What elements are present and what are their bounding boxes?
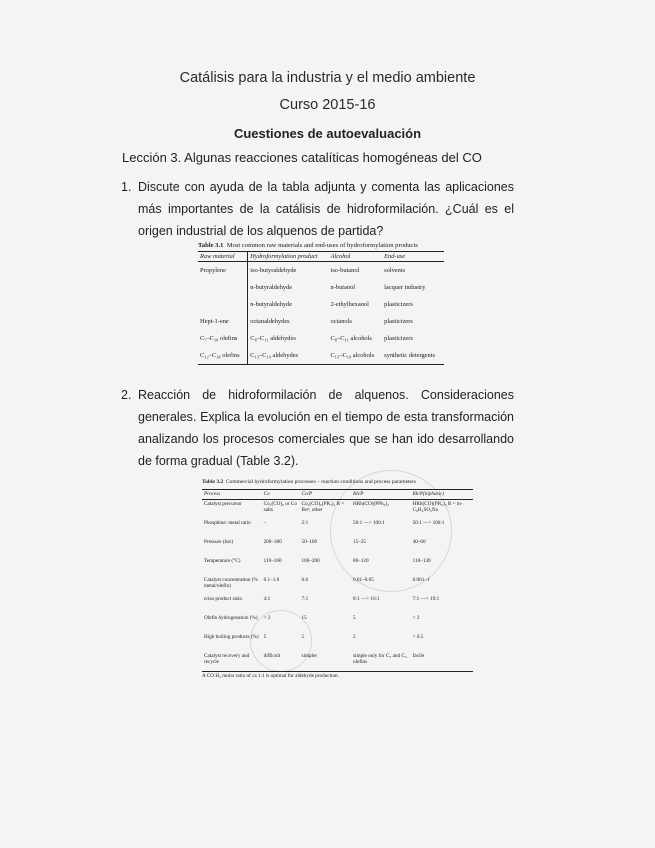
table-row [198,347,444,365]
table-cell: 200–300 [263,539,282,545]
table-cell: plasticizers [384,301,413,308]
lesson-title: Lección 3. Algunas reacciones catalíticas homogéneas del CO [122,150,482,165]
table-cell: 15 [301,615,307,621]
table-cell: C₈–C₁₁ alcohols [330,335,372,342]
table-cell: solvents [384,267,406,274]
column-header: Rh/P [351,490,411,500]
table-cell: Co₂(CO)₈ or Co salts [263,501,297,513]
column-header: Rh/P(biphasic) [411,490,473,500]
table-cell: octanols [330,318,352,325]
table-cell: 2 [353,634,356,640]
question-text: Discute con ayuda de la tabla adjunta y comenta las aplicaciones más importantes de la catálisis de hidroformilación. ¿Cuál es el origen industrial de los alquenos de partida? [138,180,514,238]
column-header: Alcohol [329,252,383,262]
question-1 [122,176,514,242]
table-cell: octanaldehydes [250,318,290,325]
table-cell: 7:1 [301,596,309,602]
table-cell: C₁₃–C₁₉ alcohols [329,347,383,365]
table-cell: High boiling products (%) [204,634,259,640]
table-caption-label: Table 3.2 [202,479,224,485]
table-cell: 110–160 [263,558,282,564]
table-cell: n-butyraldehyde [250,301,293,308]
table-row [202,595,473,614]
table-cell: 8:1 —> 16:1 [353,596,380,602]
table-cell: 2-ethylhexanol [330,301,369,308]
course-title: Catálisis para la industria y el medio ambiente [179,70,476,86]
table-cell: 5 [353,615,356,621]
table-3-1 [198,242,444,365]
table-cell: lacquer industry [384,284,426,291]
table-cell: 5 [263,634,267,640]
table-cell: 50:1 —> 100:1 [353,520,385,526]
table-row [202,519,473,538]
table-3-2 [202,478,473,680]
table-row [198,313,444,330]
column-header: Co [262,490,300,500]
question-2 [122,384,514,472]
table-cell: HRh(CO)(PR₃)₃ R = m-C₆H₄SO₃Na [412,501,463,513]
table-cell: difficult [262,652,300,672]
table-cell: 5 [301,634,305,640]
column-header: Co/P [300,490,351,500]
table-cell: < 2 [263,615,271,621]
table-cell: iso-butanol [330,267,360,274]
table-cell: 110–130 [412,558,431,564]
table-caption-text: Most common raw materials and end-uses of hydroformylation products [226,242,418,249]
raw-materials-table [198,251,444,365]
question-text: Reacción de hidroformilación de alquenos. Consideraciones generales. Explica la evolución en el tiempo de esta transformación analizando los procesos comerciales que se han ido desarrollando de forma gradual (Table 3.2). [138,388,514,468]
table-cell: – [263,520,267,526]
column-header: Hydroformylation product [248,252,329,262]
table-cell: 160–200 [301,558,320,564]
table-cell: < 0.5 [412,634,424,640]
table-footnote: A CO:H₂ molar ratio of ca 1:1 is optimal for aldehyde production. [202,673,339,679]
question-number: 1. [121,180,132,194]
table-cell: 50:1 —> 100:1 [412,520,445,526]
table-cell [198,279,248,296]
table-row [202,633,473,652]
table-cell: 7:1 —> 19:1 [412,596,440,602]
table-cell: Pressure (bar) [204,539,233,545]
table-cell: Hept-1-ene [198,313,248,330]
table-cell: Propylene [198,262,248,280]
table-cell: C₁₃–C₁₉ aldehydes [248,347,329,365]
table-cell: plasticizers [384,318,413,325]
table-row [198,262,444,280]
table-cell: Temperature (°C) [204,558,241,564]
table-cell: facile [411,652,473,672]
table-caption [198,242,444,250]
table-cell: 80–120 [353,558,369,564]
table-cell: Catalyst concentration (% metal/olefin) [204,577,258,589]
column-header: Raw material [198,252,248,262]
section-heading: Cuestiones de autoevaluación [233,126,422,141]
column-header: End-use [382,252,444,262]
table-cell: Phosphine: metal ratio [204,520,251,526]
table-caption-label: Table 3.1 [198,242,224,249]
column-header: Process [202,490,262,500]
table-cell: n-butanol [330,284,356,291]
question-number: 2. [121,388,132,402]
table-row [202,557,473,576]
table-cell: plasticizers [384,335,413,342]
table-cell: Catalyst precursor [204,501,242,507]
table-row [202,614,473,633]
table-cell: 0.001–1 [412,577,430,583]
table-cell: 2:1 [301,520,309,526]
table-cell: iso-butyraldehyde [250,267,297,274]
table-row [198,279,444,296]
table-cell: 0.6 [301,577,309,583]
table-cell: C₈–C₁₁ aldehydes [250,335,296,342]
table-cell: Olefin hydrogenation (%) [204,615,258,621]
table-row [198,296,444,313]
table-cell: synthetic detergents [382,347,444,365]
table-cell: 15–25 [353,539,366,545]
table-cell: Catalyst recovery and recycle [202,652,262,672]
processes-table [202,489,473,672]
table-cell: simple only for C₃ and C₄ olefins [351,652,411,672]
course-year: Curso 2015-16 [279,97,376,113]
table-cell: 40–60 [412,539,426,545]
table-cell [198,296,248,313]
table-cell: 50–100 [301,539,318,545]
table-cell: 0.1–1.0 [263,577,280,583]
table-row [198,330,444,347]
table-cell: n-butyraldehyde [250,284,293,291]
table-caption [202,478,473,486]
table-caption-text: Commercial hydroformylation processes – reaction conditions and process parameters [225,479,416,485]
table-row [202,500,473,520]
table-row [202,538,473,557]
table-row [202,652,473,672]
table-cell: C₇–C₁₀ olefins [198,330,248,347]
table-cell: C₁₂–C₁₈ olefins [198,347,248,365]
table-cell: Co₂(CO)₆(PR₃)₂ R = Buⁿ, other [301,501,345,513]
table-row [202,576,473,595]
table-cell: simpler [300,652,351,672]
table-cell: 4:1 [263,596,271,602]
table-cell: HRh(CO)(PPh₃)₃ [353,501,389,507]
table-cell: 0.01–0.05 [353,577,374,583]
table-cell: < 2 [412,615,420,621]
table-cell: n/iso product ratio [204,596,243,602]
